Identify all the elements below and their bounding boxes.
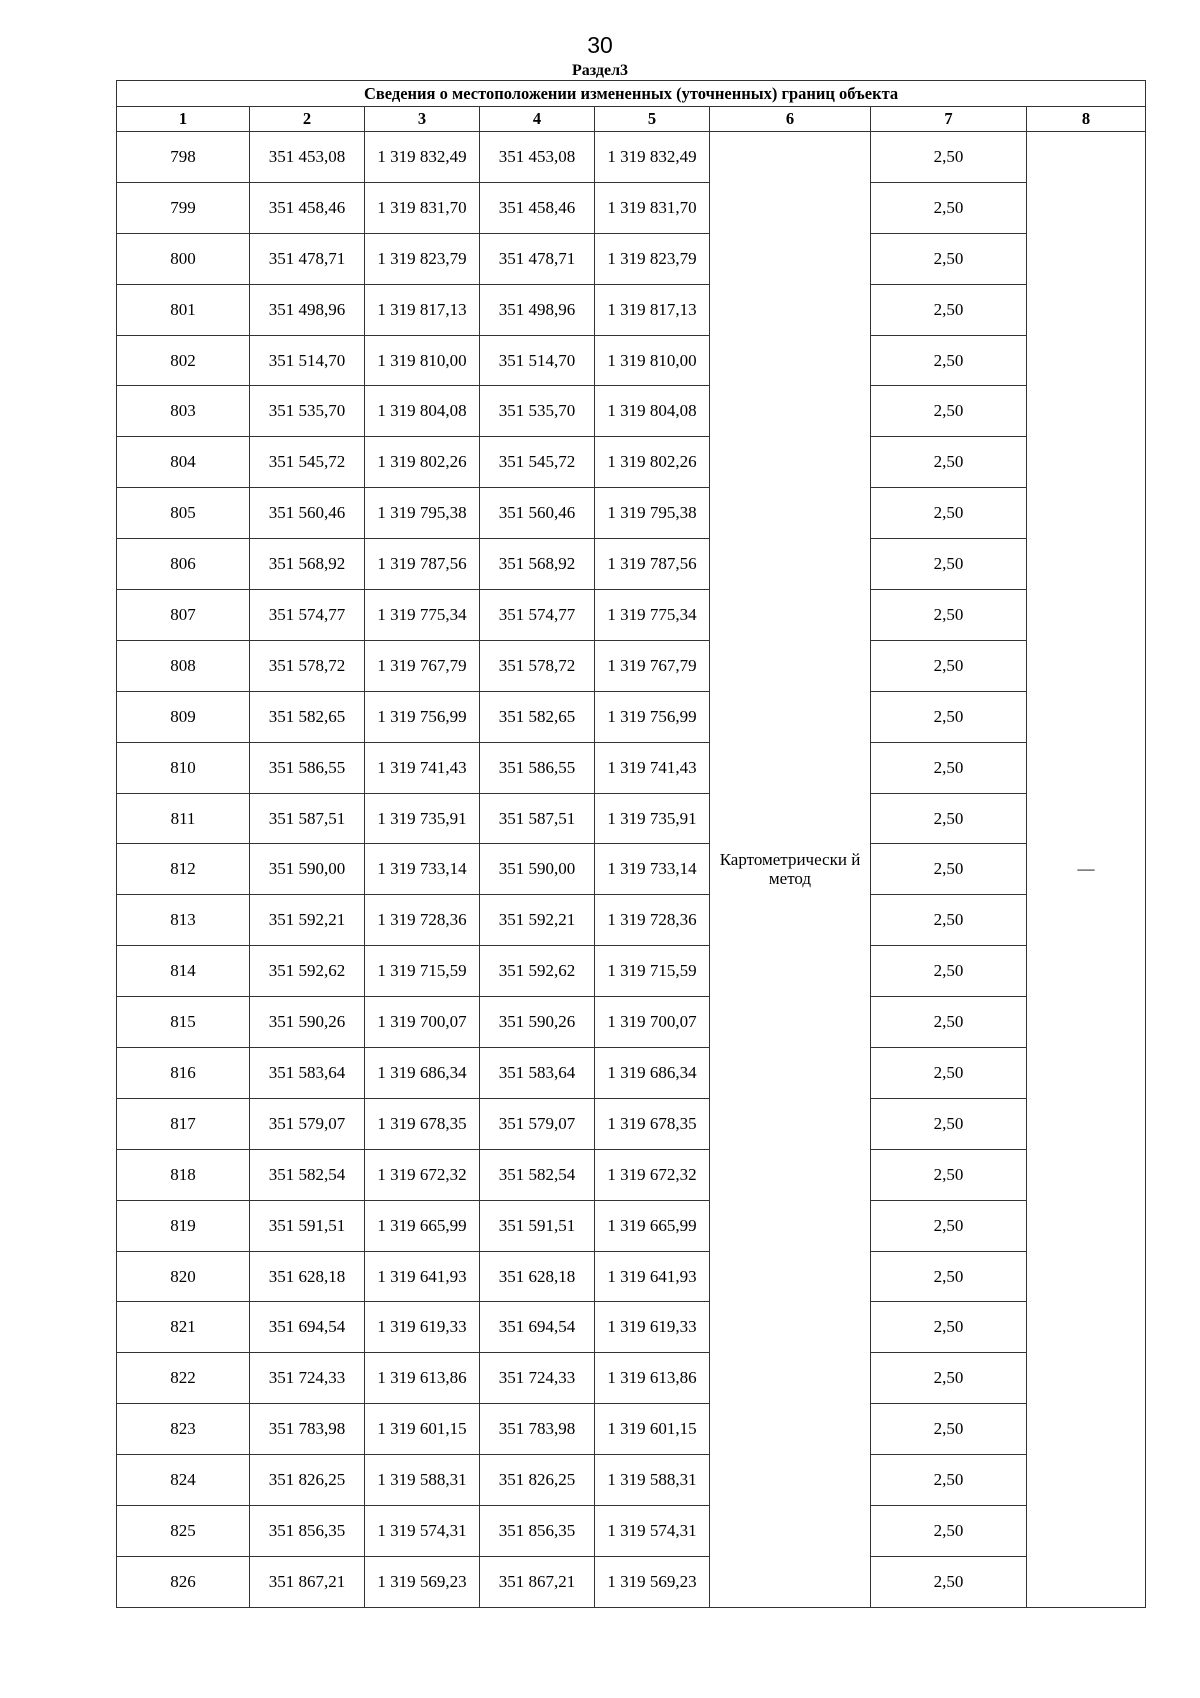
y-new-cell: 1 319 700,07 <box>595 997 710 1048</box>
method-cell: Картометрически й метод <box>710 132 871 1608</box>
point-number-cell: 825 <box>117 1506 250 1557</box>
table-row <box>117 437 1146 488</box>
accuracy-cell: 2,50 <box>871 335 1027 386</box>
accuracy-cell: 2,50 <box>871 1048 1027 1099</box>
y-new-cell: 1 319 775,34 <box>595 590 710 641</box>
accuracy-cell: 2,50 <box>871 284 1027 335</box>
y-existing-cell: 1 319 574,31 <box>365 1506 480 1557</box>
y-new-cell: 1 319 672,32 <box>595 1149 710 1200</box>
x-new-cell: 351 545,72 <box>480 437 595 488</box>
column-header: 8 <box>1027 107 1146 132</box>
y-new-cell: 1 319 767,79 <box>595 640 710 691</box>
point-number-cell: 817 <box>117 1098 250 1149</box>
accuracy-cell: 2,50 <box>871 1556 1027 1607</box>
x-existing-cell: 351 590,26 <box>250 997 365 1048</box>
x-existing-cell: 351 583,64 <box>250 1048 365 1099</box>
x-new-cell: 351 582,54 <box>480 1149 595 1200</box>
table-row <box>117 1200 1146 1251</box>
page-number: 30 <box>587 32 613 58</box>
x-existing-cell: 351 498,96 <box>250 284 365 335</box>
x-existing-cell: 351 478,71 <box>250 233 365 284</box>
y-existing-cell: 1 319 686,34 <box>365 1048 480 1099</box>
accuracy-cell: 2,50 <box>871 640 1027 691</box>
table-row <box>117 284 1146 335</box>
point-number-cell: 821 <box>117 1302 250 1353</box>
point-number-cell: 820 <box>117 1251 250 1302</box>
x-new-cell: 351 724,33 <box>480 1353 595 1404</box>
y-existing-cell: 1 319 775,34 <box>365 590 480 641</box>
accuracy-cell: 2,50 <box>871 793 1027 844</box>
y-new-cell: 1 319 588,31 <box>595 1455 710 1506</box>
accuracy-cell: 2,50 <box>871 1251 1027 1302</box>
y-new-cell: 1 319 641,93 <box>595 1251 710 1302</box>
x-existing-cell: 351 592,62 <box>250 946 365 997</box>
y-existing-cell: 1 319 802,26 <box>365 437 480 488</box>
y-new-cell: 1 319 665,99 <box>595 1200 710 1251</box>
y-new-cell: 1 319 804,08 <box>595 386 710 437</box>
accuracy-cell: 2,50 <box>871 132 1027 183</box>
table-row <box>117 1455 1146 1506</box>
x-existing-cell: 351 582,54 <box>250 1149 365 1200</box>
table-caption: Сведения о местоположении измененных (уточненных) границ объекта <box>117 81 1146 107</box>
x-new-cell: 351 583,64 <box>480 1048 595 1099</box>
point-number-cell: 818 <box>117 1149 250 1200</box>
table-row <box>117 1048 1146 1099</box>
x-new-cell: 351 590,00 <box>480 844 595 895</box>
y-new-cell: 1 319 613,86 <box>595 1353 710 1404</box>
table-row <box>117 742 1146 793</box>
y-new-cell: 1 319 601,15 <box>595 1404 710 1455</box>
column-header-row <box>117 107 1146 132</box>
x-new-cell: 351 498,96 <box>480 284 595 335</box>
y-existing-cell: 1 319 733,14 <box>365 844 480 895</box>
x-new-cell: 351 514,70 <box>480 335 595 386</box>
column8-dash-cell: — <box>1027 132 1146 1608</box>
table-row <box>117 132 1146 183</box>
y-new-cell: 1 319 831,70 <box>595 182 710 233</box>
y-existing-cell: 1 319 767,79 <box>365 640 480 691</box>
table-row <box>117 844 1146 895</box>
y-new-cell: 1 319 832,49 <box>595 132 710 183</box>
y-new-cell: 1 319 735,91 <box>595 793 710 844</box>
section-title: Раздел3 <box>571 62 629 79</box>
table-row <box>117 997 1146 1048</box>
accuracy-cell: 2,50 <box>871 1353 1027 1404</box>
accuracy-cell: 2,50 <box>871 1404 1027 1455</box>
accuracy-cell: 2,50 <box>871 742 1027 793</box>
y-new-cell: 1 319 823,79 <box>595 233 710 284</box>
x-existing-cell: 351 867,21 <box>250 1556 365 1607</box>
point-number-cell: 804 <box>117 437 250 488</box>
point-number-cell: 808 <box>117 640 250 691</box>
point-number-cell: 802 <box>117 335 250 386</box>
y-existing-cell: 1 319 823,79 <box>365 233 480 284</box>
x-new-cell: 351 458,46 <box>480 182 595 233</box>
point-number-cell: 816 <box>117 1048 250 1099</box>
table-row <box>117 1098 1146 1149</box>
accuracy-cell: 2,50 <box>871 590 1027 641</box>
y-existing-cell: 1 319 795,38 <box>365 488 480 539</box>
y-new-cell: 1 319 619,33 <box>595 1302 710 1353</box>
x-new-cell: 351 535,70 <box>480 386 595 437</box>
y-existing-cell: 1 319 700,07 <box>365 997 480 1048</box>
y-existing-cell: 1 319 641,93 <box>365 1251 480 1302</box>
point-number-cell: 800 <box>117 233 250 284</box>
y-existing-cell: 1 319 756,99 <box>365 691 480 742</box>
y-new-cell: 1 319 817,13 <box>595 284 710 335</box>
point-number-cell: 822 <box>117 1353 250 1404</box>
x-new-cell: 351 578,72 <box>480 640 595 691</box>
table-row <box>117 1506 1146 1557</box>
y-new-cell: 1 319 756,99 <box>595 691 710 742</box>
x-existing-cell: 351 628,18 <box>250 1251 365 1302</box>
y-new-cell: 1 319 574,31 <box>595 1506 710 1557</box>
column-header: 4 <box>480 107 595 132</box>
x-new-cell: 351 867,21 <box>480 1556 595 1607</box>
x-existing-cell: 351 568,92 <box>250 539 365 590</box>
accuracy-cell: 2,50 <box>871 895 1027 946</box>
table-row <box>117 895 1146 946</box>
x-new-cell: 351 628,18 <box>480 1251 595 1302</box>
point-number-cell: 799 <box>117 182 250 233</box>
x-new-cell: 351 453,08 <box>480 132 595 183</box>
table-body <box>117 81 1146 1608</box>
point-number-cell: 805 <box>117 488 250 539</box>
accuracy-cell: 2,50 <box>871 1455 1027 1506</box>
point-number-cell: 819 <box>117 1200 250 1251</box>
table-row <box>117 1302 1146 1353</box>
x-new-cell: 351 587,51 <box>480 793 595 844</box>
accuracy-cell: 2,50 <box>871 844 1027 895</box>
accuracy-cell: 2,50 <box>871 437 1027 488</box>
y-existing-cell: 1 319 569,23 <box>365 1556 480 1607</box>
x-new-cell: 351 568,92 <box>480 539 595 590</box>
table-row <box>117 691 1146 742</box>
point-number-cell: 806 <box>117 539 250 590</box>
x-existing-cell: 351 590,00 <box>250 844 365 895</box>
x-existing-cell: 351 587,51 <box>250 793 365 844</box>
accuracy-cell: 2,50 <box>871 488 1027 539</box>
table-row <box>117 335 1146 386</box>
y-new-cell: 1 319 728,36 <box>595 895 710 946</box>
y-existing-cell: 1 319 810,00 <box>365 335 480 386</box>
x-existing-cell: 351 574,77 <box>250 590 365 641</box>
x-existing-cell: 351 578,72 <box>250 640 365 691</box>
y-new-cell: 1 319 787,56 <box>595 539 710 590</box>
x-new-cell: 351 579,07 <box>480 1098 595 1149</box>
accuracy-cell: 2,50 <box>871 997 1027 1048</box>
column-header: 5 <box>595 107 710 132</box>
table-row <box>117 640 1146 691</box>
x-existing-cell: 351 579,07 <box>250 1098 365 1149</box>
table-row <box>117 488 1146 539</box>
point-number-cell: 803 <box>117 386 250 437</box>
point-number-cell: 826 <box>117 1556 250 1607</box>
table-row <box>117 793 1146 844</box>
y-existing-cell: 1 319 715,59 <box>365 946 480 997</box>
y-existing-cell: 1 319 735,91 <box>365 793 480 844</box>
x-existing-cell: 351 783,98 <box>250 1404 365 1455</box>
y-existing-cell: 1 319 619,33 <box>365 1302 480 1353</box>
y-existing-cell: 1 319 728,36 <box>365 895 480 946</box>
x-new-cell: 351 590,26 <box>480 997 595 1048</box>
point-number-cell: 807 <box>117 590 250 641</box>
table-row <box>117 590 1146 641</box>
point-number-cell: 798 <box>117 132 250 183</box>
table-row <box>117 233 1146 284</box>
y-existing-cell: 1 319 678,35 <box>365 1098 480 1149</box>
accuracy-cell: 2,50 <box>871 1098 1027 1149</box>
column-header: 7 <box>871 107 1027 132</box>
accuracy-cell: 2,50 <box>871 1200 1027 1251</box>
table-row <box>117 946 1146 997</box>
x-existing-cell: 351 586,55 <box>250 742 365 793</box>
x-existing-cell: 351 535,70 <box>250 386 365 437</box>
table-row <box>117 1353 1146 1404</box>
x-existing-cell: 351 560,46 <box>250 488 365 539</box>
x-new-cell: 351 694,54 <box>480 1302 595 1353</box>
y-existing-cell: 1 319 672,32 <box>365 1149 480 1200</box>
x-existing-cell: 351 694,54 <box>250 1302 365 1353</box>
x-new-cell: 351 582,65 <box>480 691 595 742</box>
accuracy-cell: 2,50 <box>871 946 1027 997</box>
accuracy-cell: 2,50 <box>871 539 1027 590</box>
y-existing-cell: 1 319 817,13 <box>365 284 480 335</box>
y-new-cell: 1 319 802,26 <box>595 437 710 488</box>
y-existing-cell: 1 319 601,15 <box>365 1404 480 1455</box>
point-number-cell: 815 <box>117 997 250 1048</box>
column-header: 3 <box>365 107 480 132</box>
table-row <box>117 1251 1146 1302</box>
y-existing-cell: 1 319 613,86 <box>365 1353 480 1404</box>
x-existing-cell: 351 582,65 <box>250 691 365 742</box>
x-existing-cell: 351 724,33 <box>250 1353 365 1404</box>
point-number-cell: 801 <box>117 284 250 335</box>
point-number-cell: 824 <box>117 1455 250 1506</box>
y-new-cell: 1 319 795,38 <box>595 488 710 539</box>
y-existing-cell: 1 319 831,70 <box>365 182 480 233</box>
y-existing-cell: 1 319 787,56 <box>365 539 480 590</box>
accuracy-cell: 2,50 <box>871 1506 1027 1557</box>
x-new-cell: 351 586,55 <box>480 742 595 793</box>
point-number-cell: 809 <box>117 691 250 742</box>
x-existing-cell: 351 545,72 <box>250 437 365 488</box>
x-new-cell: 351 856,35 <box>480 1506 595 1557</box>
y-new-cell: 1 319 715,59 <box>595 946 710 997</box>
y-existing-cell: 1 319 741,43 <box>365 742 480 793</box>
y-new-cell: 1 319 678,35 <box>595 1098 710 1149</box>
x-new-cell: 351 592,21 <box>480 895 595 946</box>
accuracy-cell: 2,50 <box>871 182 1027 233</box>
x-existing-cell: 351 856,35 <box>250 1506 365 1557</box>
point-number-cell: 823 <box>117 1404 250 1455</box>
table-row <box>117 1149 1146 1200</box>
accuracy-cell: 2,50 <box>871 233 1027 284</box>
y-new-cell: 1 319 741,43 <box>595 742 710 793</box>
table-row <box>117 1556 1146 1607</box>
x-existing-cell: 351 514,70 <box>250 335 365 386</box>
y-existing-cell: 1 319 804,08 <box>365 386 480 437</box>
column-header: 6 <box>710 107 871 132</box>
accuracy-cell: 2,50 <box>871 1149 1027 1200</box>
x-existing-cell: 351 592,21 <box>250 895 365 946</box>
accuracy-cell: 2,50 <box>871 691 1027 742</box>
x-new-cell: 351 592,62 <box>480 946 595 997</box>
y-existing-cell: 1 319 832,49 <box>365 132 480 183</box>
y-new-cell: 1 319 569,23 <box>595 1556 710 1607</box>
column-header: 2 <box>250 107 365 132</box>
x-new-cell: 351 826,25 <box>480 1455 595 1506</box>
point-number-cell: 810 <box>117 742 250 793</box>
x-new-cell: 351 478,71 <box>480 233 595 284</box>
accuracy-cell: 2,50 <box>871 386 1027 437</box>
y-new-cell: 1 319 810,00 <box>595 335 710 386</box>
x-new-cell: 351 591,51 <box>480 1200 595 1251</box>
table-caption-row <box>117 81 1146 107</box>
y-existing-cell: 1 319 588,31 <box>365 1455 480 1506</box>
table-row <box>117 539 1146 590</box>
table-row <box>117 182 1146 233</box>
boundary-coordinates-table <box>116 80 1146 1608</box>
x-existing-cell: 351 826,25 <box>250 1455 365 1506</box>
x-new-cell: 351 783,98 <box>480 1404 595 1455</box>
x-existing-cell: 351 458,46 <box>250 182 365 233</box>
table-row <box>117 1404 1146 1455</box>
point-number-cell: 814 <box>117 946 250 997</box>
x-new-cell: 351 574,77 <box>480 590 595 641</box>
x-existing-cell: 351 591,51 <box>250 1200 365 1251</box>
y-new-cell: 1 319 733,14 <box>595 844 710 895</box>
column-header: 1 <box>117 107 250 132</box>
accuracy-cell: 2,50 <box>871 1302 1027 1353</box>
point-number-cell: 811 <box>117 793 250 844</box>
y-new-cell: 1 319 686,34 <box>595 1048 710 1099</box>
x-existing-cell: 351 453,08 <box>250 132 365 183</box>
point-number-cell: 813 <box>117 895 250 946</box>
table-row <box>117 386 1146 437</box>
x-new-cell: 351 560,46 <box>480 488 595 539</box>
y-existing-cell: 1 319 665,99 <box>365 1200 480 1251</box>
point-number-cell: 812 <box>117 844 250 895</box>
